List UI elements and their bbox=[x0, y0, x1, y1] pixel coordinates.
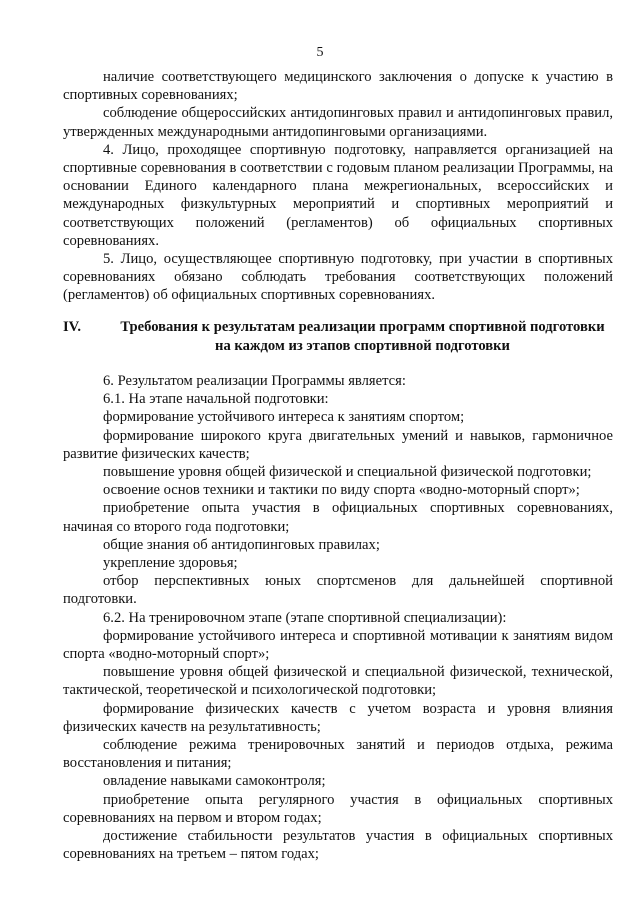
paragraph: 6.1. На этапе начальной подготовки: bbox=[103, 391, 329, 408]
page-number: 5 bbox=[316, 45, 324, 60]
top-text-block bbox=[63, 68, 613, 305]
paragraph: 4. Лицо, проходящее спортивную подготовку, направляется организацией на спортивные соревнования в соответствии с годовым планом реализации Программы, на основании Единого календарного плана межрегиональных, всероссийских и международных физкультурных мероприятий и спортивных мероприятий и соответствующих положений (регламентов) об официальных спортивных соревнованиях. bbox=[63, 141, 613, 249]
paragraph: общие знания об антидопинговых правилах; bbox=[103, 536, 380, 553]
paragraph: наличие соответствующего медицинского заключения о допуске к участию в спортивных соревнованиях; bbox=[63, 69, 613, 104]
paragraph: 6.2. На тренировочном этапе (этапе спортивной специализации): bbox=[103, 609, 507, 626]
section-heading bbox=[63, 318, 618, 356]
paragraph: формирование физических качеств с учетом возраста и уровня влияния физических качеств на результативность; bbox=[63, 700, 613, 735]
section-number: IV. bbox=[63, 319, 81, 335]
paragraph: повышение уровня общей физической и специальной физической подготовки; bbox=[103, 464, 592, 481]
section-title-line1: Требования к результатам реализации программ спортивной подготовки bbox=[120, 319, 605, 335]
paragraph: формирование устойчивого интереса к занятиям спортом; bbox=[103, 409, 465, 426]
paragraph: приобретение опыта участия в официальных спортивных соревнованиях, начиная со второго года подготовки; bbox=[63, 500, 613, 535]
paragraph: 6. Результатом реализации Программы является: bbox=[103, 373, 406, 389]
section-title-line2: на каждом из этапов спортивной подготовки bbox=[215, 338, 510, 354]
paragraph: приобретение опыта регулярного участия в официальных спортивных соревнованиях на первом и втором годах; bbox=[63, 791, 613, 826]
paragraph: освоение основ техники и тактики по виду спорта «водно-моторный спорт»; bbox=[103, 482, 580, 499]
paragraph: 5. Лицо, осуществляющее спортивную подготовку, при участии в спортивных соревнованиях обязано соблюдать требования соответствующих положений (регламентов) об официальных спортивных соревнованиях. bbox=[63, 251, 613, 304]
bottom-text-block bbox=[63, 372, 613, 863]
paragraph: укрепление здоровья; bbox=[103, 555, 238, 572]
paragraph: достижение стабильности результатов участия в официальных спортивных соревнованиях на третьем – пятом годах; bbox=[63, 828, 613, 863]
paragraph: отбор перспективных юных спортсменов для дальнейшей спортивной подготовки. bbox=[63, 573, 613, 608]
paragraph: овладение навыками самоконтроля; bbox=[103, 773, 326, 790]
paragraph: повышение уровня общей физической и специальной физической, технической, тактической, теоретической и психологической подготовки; bbox=[63, 664, 613, 699]
paragraph: формирование устойчивого интереса и спортивной мотивации к занятиям видом спорта «водно-моторный спорт»; bbox=[63, 627, 613, 663]
paragraph: соблюдение общероссийских антидопинговых правил и антидопинговых правил, утвержденных международными антидопинговыми организациями. bbox=[63, 105, 613, 140]
paragraph: формирование широкого круга двигательных умений и навыков, гармоничное развитие физических качеств; bbox=[63, 427, 613, 462]
paragraph: соблюдение режима тренировочных занятий и периодов отдыха, режима восстановления и питания; bbox=[63, 737, 613, 772]
